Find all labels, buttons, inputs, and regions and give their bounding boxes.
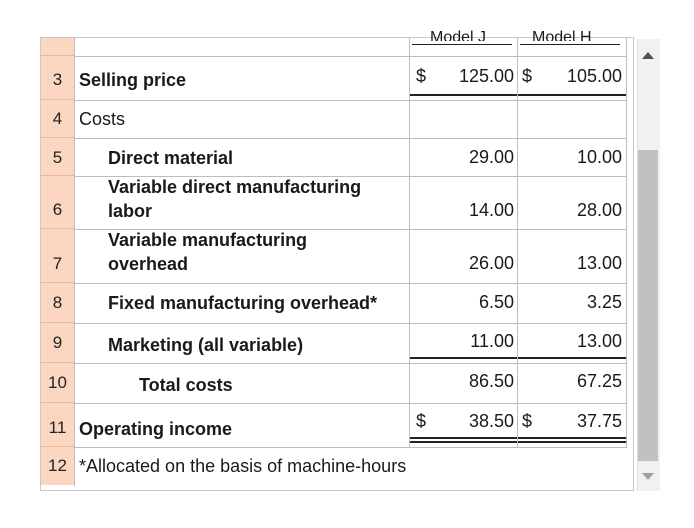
row-header-9[interactable]: 9 (41, 323, 74, 363)
variable-overhead-label-line1: Variable manufacturing (108, 230, 308, 250)
marketing-label: Marketing (all variable) (108, 335, 304, 355)
footnote-text: *Allocated on the basis of machine-hours (79, 456, 407, 476)
row-header-7[interactable]: 7 (41, 229, 74, 283)
double-underline (410, 94, 517, 96)
double-underline (518, 441, 626, 443)
selling-price-model-j[interactable]: 125.00 (458, 66, 514, 86)
operating-income-label: Operating income (79, 419, 233, 439)
row-header-8[interactable]: 8 (41, 283, 74, 323)
operating-income-currency-j: $ (416, 411, 427, 431)
costs-label: Costs (79, 109, 126, 129)
operating-income-currency-h: $ (522, 411, 533, 431)
variable-overhead-model-h[interactable]: 13.00 (576, 253, 622, 273)
column-header-model-j: Model J (430, 29, 487, 41)
marketing-model-h[interactable]: 13.00 (576, 331, 622, 351)
fixed-overhead-model-h[interactable]: 3.25 (586, 292, 622, 312)
row-header-2[interactable] (41, 38, 74, 56)
scroll-up-icon[interactable] (642, 52, 654, 59)
header-underline (412, 44, 512, 45)
variable-direct-labor-label-line1: Variable direct manufacturing (108, 177, 362, 197)
operating-income-model-j[interactable]: 38.50 (468, 411, 514, 431)
grid-line (74, 283, 627, 284)
double-underline (518, 437, 626, 439)
grid-line (74, 403, 627, 404)
grid-line (74, 38, 75, 486)
grid-line (74, 138, 627, 139)
double-underline (410, 437, 517, 439)
grid-line (74, 447, 627, 448)
direct-material-model-j[interactable]: 29.00 (468, 147, 514, 167)
selling-price-currency-j: $ (416, 66, 427, 86)
variable-direct-labor-label-line2: labor (108, 201, 153, 221)
total-costs-label: Total costs (139, 375, 233, 395)
double-underline (518, 94, 626, 96)
operating-income-model-h[interactable]: 37.75 (576, 411, 622, 431)
row-header-5[interactable]: 5 (41, 138, 74, 176)
row-header-3[interactable]: 3 (41, 56, 74, 100)
variable-direct-labor-model-j[interactable]: 14.00 (468, 200, 514, 220)
direct-material-label: Direct material (108, 148, 234, 168)
grid-line (74, 323, 627, 324)
row-header-10[interactable]: 10 (41, 363, 74, 403)
grid-line (74, 56, 627, 57)
selling-price-label: Selling price (79, 70, 187, 90)
marketing-model-j[interactable]: 11.00 (470, 331, 514, 351)
column-header-model-h: Model H (532, 29, 592, 41)
selling-price-currency-h: $ (522, 66, 533, 86)
header-underline (520, 44, 620, 45)
subtotal-underline (518, 357, 626, 359)
row-header-4[interactable]: 4 (41, 100, 74, 138)
double-underline (410, 441, 517, 443)
grid-line (74, 100, 627, 101)
selling-price-model-h[interactable]: 105.00 (566, 66, 622, 86)
fixed-overhead-label: Fixed manufacturing overhead* (108, 293, 378, 313)
total-costs-model-j[interactable]: 86.50 (468, 371, 514, 391)
row-header-11[interactable]: 11 (41, 403, 74, 447)
scroll-down-icon[interactable] (642, 473, 654, 480)
grid-line (74, 363, 627, 364)
row-header-6[interactable]: 6 (41, 176, 74, 229)
row-header-12[interactable]: 12 (41, 447, 74, 485)
fixed-overhead-model-j[interactable]: 6.50 (478, 292, 514, 312)
variable-overhead-label-line2: overhead (108, 254, 189, 274)
subtotal-underline (410, 357, 517, 359)
variable-direct-labor-model-h[interactable]: 28.00 (576, 200, 622, 220)
scrollbar-thumb[interactable] (638, 150, 658, 461)
total-costs-model-h[interactable]: 67.25 (576, 371, 622, 391)
variable-overhead-model-j[interactable]: 26.00 (468, 253, 514, 273)
direct-material-model-h[interactable]: 10.00 (576, 147, 622, 167)
